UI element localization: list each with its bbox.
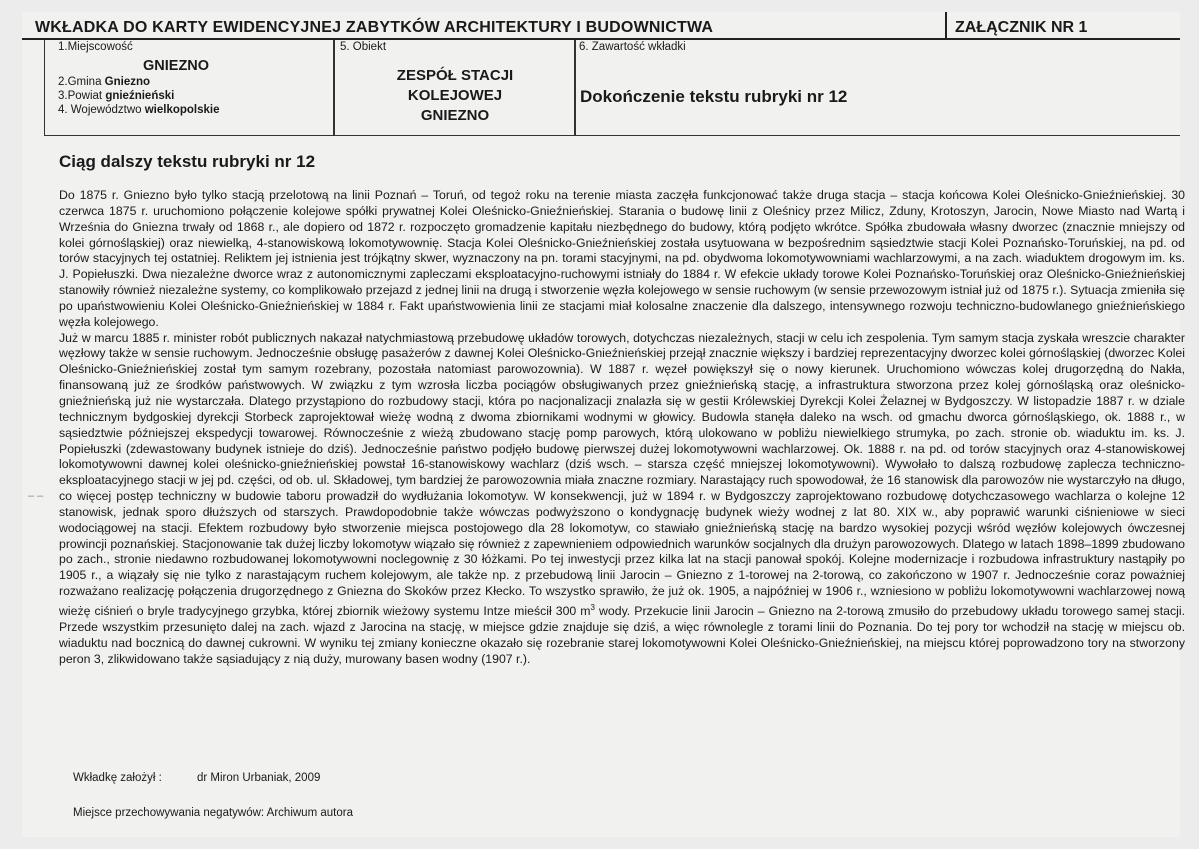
scan-mark: – – (28, 490, 44, 502)
author-value: dr Miron Urbaniak, 2009 (197, 772, 321, 784)
body-text (59, 188, 1185, 667)
field-contents-label: 6. Zawartość wkładki (579, 41, 686, 53)
field-commune: 2.Gmina Gniezno (58, 76, 151, 88)
negatives-location: Miejsce przechowywania negatywów: Archiwum autora (73, 807, 353, 819)
field-town-label: 1.Miejscowość (58, 41, 133, 53)
field-object-value: ZESPÓŁ STACJI KOLEJOWEJ GNIEZNO (396, 67, 514, 124)
header-divider (945, 12, 947, 38)
paragraph: Już w marcu 1885 r. minister robót publicznych nakazał natychmiastową przebudowę układów torowych, dotychczas niezależnych, stacji w celu ich zespolenia. Tym samym stacja zyskała wreszcie charakter węzłowy także w sensie ruchowym. Jednocześnie obsługę pasażerów z dawnej Kolei Oleśnicko-Gnieźnieńskiej przejął znacznie większy i bardziej reprezentacyjny dworzec kolei górnośląskiej (dworzec Kolei Oleśnicko-Gnieźnieńskiej został tym samym rozebrany, pozostała natomiast parowozownia). W 1887 r. węzeł powiększył się o nowy kierunek. Uruchomiono wówczas kolej drugorzędną do Nakła, finansowaną już ze środków państwowych. W związku z tym wzrosła liczba pociągów obsługiwanych przez gnieźnieńską stację, a infrastruktura stworzona przez kolej górnośląską oraz oleśnicko-gnieźnieńską już nie wystarczała. Dlatego przystąpiono do rozbudowy stacji, która po nacjonalizacji znalazła się w gestii Królewskiej Dyrekcji Kolei Żelaznej w Bydgoszczy. W listopadzie 1887 r. w dziale technicznym bydgoskiej dyrekcji Storbeck zaprojektował wieżę wodną z dwoma zbiornikami wodnymi w głowicy. Budowla stanęła daleko na wsch. od gmachu dworca górnośląskiego, ok. 1888 r., w sąsiedztwie późniejszej ekspedycji towarowej. Równocześnie z wieżą zbudowano stację pomp parowych, którą ulokowano w pobliżu niewielkiego strumyka, po zach. stronie ob. wiaduktu im. ks. J. Popiełuszki (zdewastowany budynek istnieje do dziś). Jednocześnie państwo podjęło budowę pierwszej dużej lokomotywowni wachlarzowej. Ok. 1888 r. na pd. od torów stacyjnych oraz 4-stanowiskowej lokomotywowni dawnej kolei oleśnicko-gnieźnieńskiej powstał 16-stanowiskowy wachlarz (dziś wsch. – starsza część mniejszej lokomotywowni). Wywołało to dalszą rozbudowę zaplecza techniczno-eksploatacyjnego stacji w jej pd. części, od ob. ul. Składowej, tym bardziej że parowozownia miała znaczne rozmiary. Narastający ruch spowodował, że 16 stanowisk dla parowozów nie wystarczyło na długo, co więcej postęp techniczny w budowie taboru prowadził do wydłużania lokomotyw. W konsekwencji, już w 1894 r. w Bydgoszczy zaprojektowano rozbudowę dotychczasowego wachlarza o kolejne 12 stanowisk, jednak sporo dłuższych od starszych. Prawdopodobnie także wówczas podwyższono o kondygnację budynek wieży wodnej z lat 80. XIX w., aby poprawić warunki ciśnieniowe w sieci wodociągowej na stacji. Efektem rozbudowy było stworzenie miejsca postojowego dla 28 lokomotyw, co stawiało gnieźnieńską stację na bardzo wysokiej pozycji wśród węzłów kolejowych ówczesnej prowincji poznańskiej. Stacjonowanie tak dużej liczby lokomotyw wiązało się również z zapewnieniem odpowiednich warunków socjalnych dla drużyn parowozowych. Dlatego w latach 1898–1899 zbudowano po zach., stronie niedawno rozbudowanej lokomotywowni noclegownię z 30 łóżkami. Po tej inwestycji przez kilka lat na stacji panował spokój. Kolejne modernizacje i rozbudowa infrastruktury nastąpiły po 1905 r., a wiązały się nie tylko z narastającym ruchem kolejowym, ale także np. z przebudową linii Jarocin – Gniezno z 1-torowej na 2-torową, co zakończono w 1907 r. Jednocześnie coraz poważniej rozważano realizację połączenia drugorzędnego z Gniezna do Skoków przez Kłecko. To wszystko sprawiło, że już ok. 1905, a najpóźniej w 1906 r., wzniesiono w pobliżu lokomotywowni wachlarzowej nową wieżę ciśnień o bryle tradycyjnego grzybka, której zbiornik wieżowy systemu Intze mieścił 300 $m^3$ wody. Przekucie linii Jarocin – Gniezno na 2-torową zmusiło do przebudowy układu torowego samej stacji. Przede wszystkim przesunięto dalej na zach. wjazd z Jarocina na stację, w miejsce gdzie znajduje się dziś, a więc równolegle z torami linii do Poznania. Do tej pory tor wchodził na stację w miejscu ob. wiaduktu nad bocznicą do dawnej cukrowni. W wyniku tej zmiany konieczne okazało się rozebranie starej lokomotywowni Kolei Oleśnicko-Gnieźnieńskiej, na miejscu której poprowadzono tory na stworzony peron 3, zlikwidowano także sąsiadujący z nią duży, murowany basen wodny (1907 r.). (59, 330, 1185, 666)
field-voivodeship: 4. Województwo wielkopolskie (58, 104, 220, 116)
field-county: 3.Powiat gnieźnieński (58, 90, 175, 102)
table-divider (574, 40, 576, 136)
author-label: Wkładkę założył : (73, 772, 162, 784)
table-divider (333, 40, 335, 136)
field-town-value: GNIEZNO (143, 58, 210, 74)
field-object-label: 5. Obiekt (340, 41, 387, 53)
section-title: Ciąg dalszy tekstu rubryki nr 12 (59, 152, 316, 171)
attachment-label: ZAŁĄCZNIK NR 1 (955, 19, 1088, 36)
card-title: WKŁADKA DO KARTY EWIDENCYJNEJ ZABYTKÓW ARCHITEKTURY I BUDOWNICTWA (35, 19, 714, 36)
field-contents-value: Dokończenie tekstu rubryki nr 12 (580, 87, 848, 106)
paragraph: Do 1875 r. Gniezno było tylko stacją przelotową na linii Poznań – Toruń, od tegoż roku na terenie miasta zaczęła funkcjonować także druga stacja – stacja końcowa Kolei Oleśnicko-Gnieźnieńskiej. 30 czerwca 1875 r. uruchomiono połączenie kolejowe spółki prywatnej Kolei Oleśnicko-Gnieźnieńskiej. Starania o budowę linii z Oleśnicy przez Milicz, Zduny, Krotoszyn, Jarocin, Nowe Miasto nad Wartą i Września do Gniezna trwały od 1868 r., ale dopiero od 1872 r. rozpoczęto gromadzenie kapitału niezbędnego do budowy, którą podjęto wkrótce. Spółka zbudowała własny dworzec (znacznie mniejszy od kolei górnośląskiej) oraz niewielką, 4-stanowiskową lokomotywownię. Stacja Kolei Oleśnicko-Gnieźnieńskiej została usytuowana w bezpośrednim sąsiedztwie stacji Kolei Poznańsko-Toruńskiej, na pd. od torów stacyjnych tej ostatniej. Reliktem jej istnienia jest trójkątny skwer, wyznaczony na pn. torami stacyjnymi, na pd. obydwoma lokomotywowniami wachlarzowymi, a na zach. wiaduktem drogowym im. ks. J. Popiełuszki. Dwa niezależne dworce wraz z autonomicznymi zapleczami eksploatacyjno-ruchowymi istniały do 1884 r. W efekcie układy torowe Kolei Poznańsko-Toruńskiej oraz Oleśnicko-Gnieźnieńskiej stanowiły również niezależne systemy, co komplikowało przejazd z jednej linii na drugą i stworzenie węzła kolejowego w sensie ruchowym (w sensie przewozowym istniał już od 1875 r.). Sytuacja zmieniła się po upaństwowieniu Kolei Oleśnicko-Gnieźnieńskiej w 1884 r. Fakt upaństwowienia linii ze stacjami miał kolosalne znaczenie dla dalszego, intensywnego rozwoju techniczno-budowlanego gnieźnieńskiego węzła kolejowego. (59, 188, 1185, 329)
